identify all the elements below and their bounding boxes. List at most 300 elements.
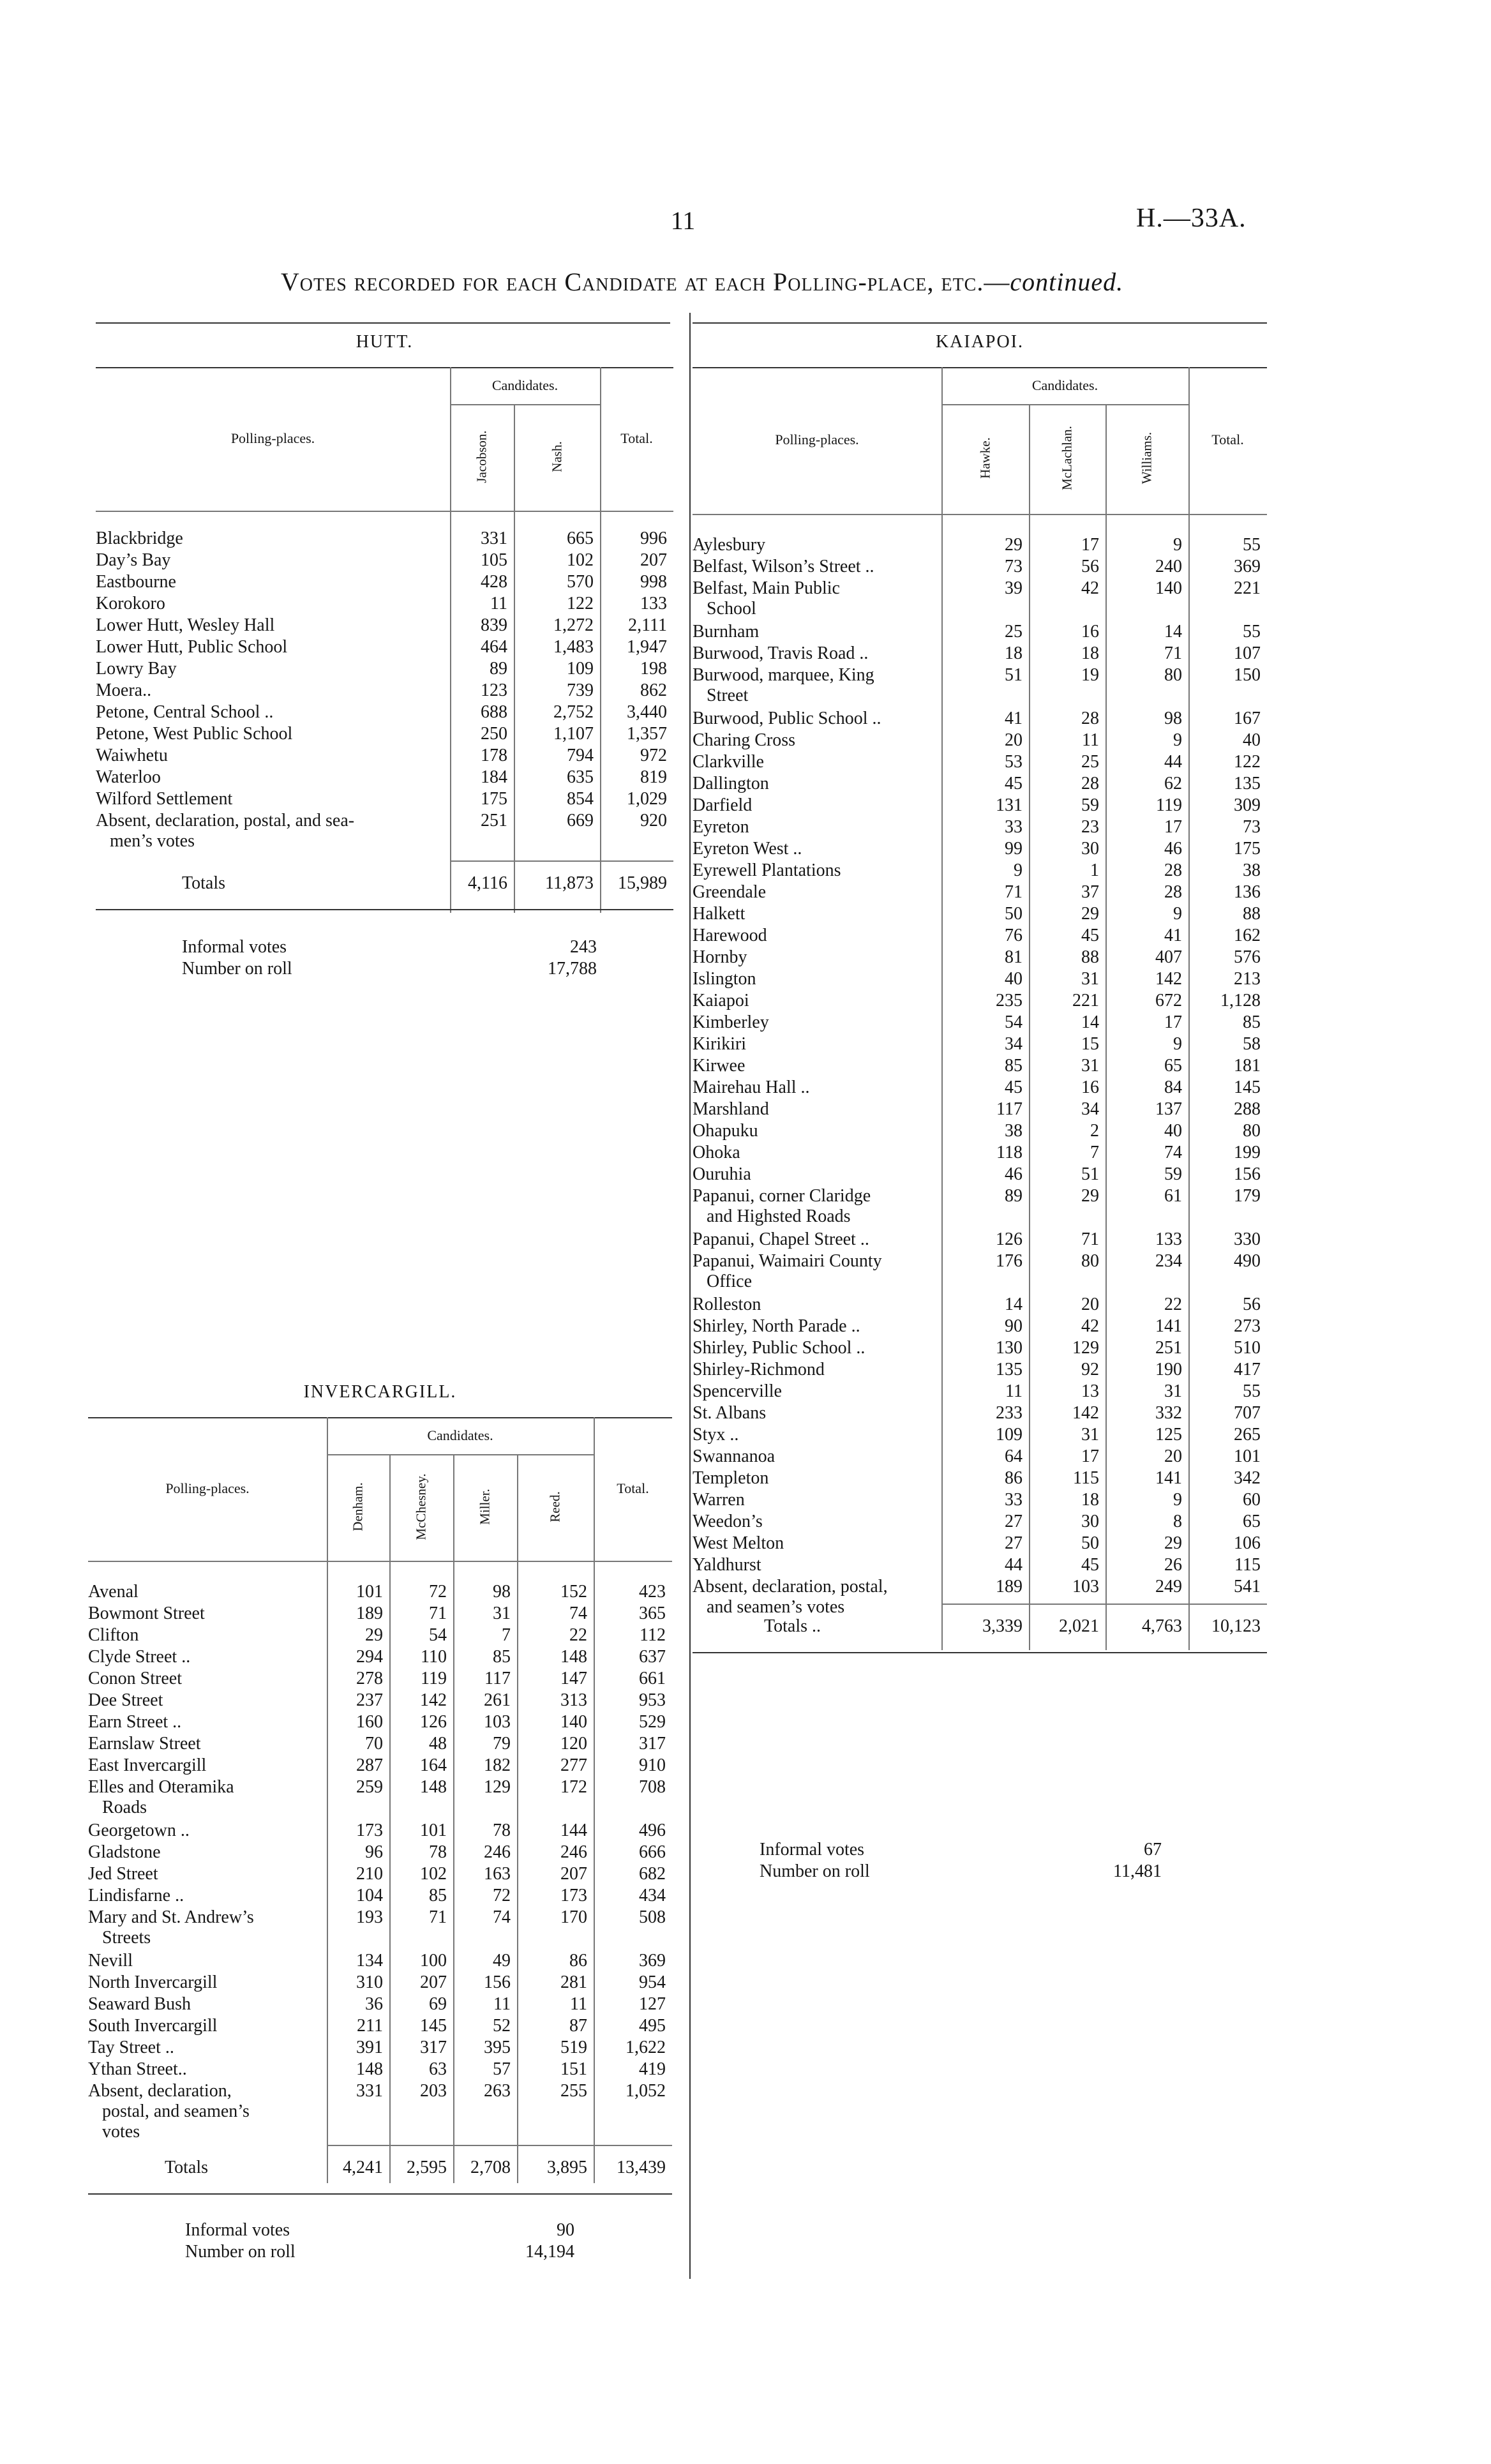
kaiapoi-total-value: 175 [1234,839,1261,859]
hutt-total-value: 3,440 [627,702,667,722]
kaiapoi-informal-label: Informal votes [760,1840,865,1859]
invercargill-total-value: 317 [639,1734,666,1754]
kaiapoi-vote-value: 37 [1081,882,1099,902]
kaiapoi-place-name: Kaiapoi [693,991,749,1010]
kaiapoi-place-name: Mairehau Hall .. [693,1078,810,1097]
kaiapoi-vote-value: 109 [996,1425,1023,1445]
invercargill-vote-value: 246 [560,1842,587,1862]
invercargill-row [88,1669,672,1690]
kaiapoi-vote-value: 15 [1081,1034,1099,1054]
kaiapoi-place-name: Burwood, marquee, King [693,665,874,685]
kaiapoi-candidate-name: McLachlan. [1059,426,1075,490]
invercargill-vote-value: 207 [420,1972,447,1992]
kaiapoi-vote-value: 240 [1155,557,1182,576]
page-number: 11 [670,206,696,235]
kaiapoi-vote-value: 59 [1081,795,1099,815]
kaiapoi-total-value: 288 [1234,1099,1261,1119]
kaiapoi-vote-value: 31 [1164,1381,1182,1401]
kaiapoi-vote-value: 54 [1005,1012,1023,1032]
invercargill-informal-value: 90 [557,2220,574,2240]
hutt-place-name: Blackbridge [96,529,183,548]
invercargill-rule-below-totals [88,2193,672,2195]
kaiapoi-total-value: 342 [1234,1468,1261,1488]
kaiapoi-row [693,1316,1267,1338]
invercargill-place-name: Seaward Bush [88,1994,191,2014]
kaiapoi-vote-value: 23 [1081,817,1099,837]
kaiapoi-vote-value: 29 [1164,1533,1182,1553]
kaiapoi-vote-value: 41 [1164,926,1182,945]
hutt-total-value: 998 [640,572,667,592]
invercargill-totals-value: 4,241 [343,2158,383,2177]
kaiapoi-total-value: 541 [1234,1577,1261,1596]
kaiapoi-total-value: 309 [1234,795,1261,815]
invercargill-total-value: 508 [639,1907,666,1927]
hutt-vote-value: 89 [490,659,507,679]
hutt-polling-header: Polling-places. [230,430,315,446]
hutt-candidate-name: Jacobson. [474,430,490,483]
invercargill-vote-value: 129 [484,1777,511,1797]
kaiapoi-place-name: West Melton [693,1533,784,1553]
hutt-rule-under-header [96,511,673,512]
kaiapoi-totals-value: 4,763 [1142,1616,1182,1636]
invercargill-place-name-cont: Streets [102,1928,151,1948]
kaiapoi-vote-value: 28 [1164,882,1182,902]
hutt-vote-value: 669 [567,811,594,830]
kaiapoi-place-name: Styx .. [693,1425,739,1445]
invercargill-row [88,1604,672,1625]
invercargill-vote-value: 79 [493,1734,511,1754]
hutt-vote-value: 105 [481,550,507,570]
kaiapoi-total-value: 115 [1234,1555,1261,1575]
kaiapoi-place-name: Warren [693,1490,745,1510]
kaiapoi-vote-value: 18 [1081,1490,1099,1510]
kaiapoi-place-name: Templeton [693,1468,769,1488]
invercargill-vote-value: 71 [429,1604,447,1623]
kaiapoi-vote-value: 40 [1005,969,1023,989]
kaiapoi-row [693,1577,1267,1617]
kaiapoi-row [693,1468,1267,1490]
kaiapoi-vote-value: 62 [1164,774,1182,793]
kaiapoi-total-value: 106 [1234,1533,1261,1553]
invercargill-vote-value: 173 [560,1886,587,1905]
invercargill-row [88,1951,672,1972]
invercargill-grand-total: 13,439 [617,2158,666,2177]
invercargill-total-value: 369 [639,1951,666,1971]
invercargill-vote-value: 120 [560,1734,587,1754]
invercargill-candidate-name: Miller. [477,1488,493,1525]
kaiapoi-vote-value: 22 [1164,1295,1182,1314]
kaiapoi-candidate-name: Hawke. [977,437,993,479]
invercargill-place-name: Absent, declaration, [88,2081,232,2101]
invercargill-vote-value: 237 [356,1690,383,1710]
invercargill-totals-row [88,2158,672,2179]
kaiapoi-vote-value: 133 [1155,1229,1182,1249]
kaiapoi-total-value: 330 [1234,1229,1261,1249]
kaiapoi-vote-value: 44 [1164,752,1182,772]
hutt-vote-value: 794 [567,746,594,765]
hutt-vote-value: 175 [481,789,507,809]
invercargill-rule-above-totals [327,2145,672,2146]
kaiapoi-row [693,752,1267,774]
invercargill-total-value: 495 [639,2016,666,2036]
invercargill-place-name: Bowmont Street [88,1604,205,1623]
kaiapoi-vote-value: 29 [1081,1186,1099,1206]
kaiapoi-place-name: Weedon’s [693,1512,763,1531]
kaiapoi-total-value: 73 [1243,817,1261,837]
kaiapoi-vote-value: 16 [1081,622,1099,642]
invercargill-vote-value: 140 [560,1712,587,1732]
invercargill-candidate-name: Reed. [547,1491,563,1522]
kaiapoi-total-value: 1,128 [1220,991,1261,1010]
kaiapoi-total-value: 213 [1234,969,1261,989]
invercargill-vote-value: 156 [484,1972,511,1992]
hutt-total-value: 1,357 [627,724,667,744]
invercargill-vote-value: 172 [560,1777,587,1797]
kaiapoi-vote-value: 9 [1173,1490,1182,1510]
kaiapoi-total-value: 40 [1243,730,1261,750]
kaiapoi-vote-value: 14 [1164,622,1182,642]
kaiapoi-place-name: Rolleston [693,1295,761,1314]
invercargill-place-name: North Invercargill [88,1972,218,1992]
invercargill-vote-value: 395 [484,2038,511,2057]
kaiapoi-place-name: Ohoka [693,1143,740,1162]
kaiapoi-total-value: 136 [1234,882,1261,902]
kaiapoi-vote-value: 73 [1005,557,1023,576]
kaiapoi-vote-value: 80 [1081,1251,1099,1271]
invercargill-vote-value: 117 [484,1669,511,1688]
invercargill-row [88,2081,672,2142]
invercargill-place-name: Earnslaw Street [88,1734,201,1754]
hutt-total-value: 207 [640,550,667,570]
kaiapoi-place-name: Spencerville [693,1381,782,1401]
kaiapoi-row [693,969,1267,991]
invercargill-vote-value: 134 [356,1951,383,1971]
kaiapoi-total-value: 273 [1234,1316,1261,1336]
kaiapoi-vote-value: 90 [1005,1316,1023,1336]
hutt-row [96,550,673,572]
kaiapoi-vote-value: 99 [1005,839,1023,859]
kaiapoi-vote-value: 17 [1081,535,1099,555]
kaiapoi-total-value: 417 [1234,1360,1261,1379]
invercargill-vote-value: 87 [569,2016,587,2036]
kaiapoi-total-value: 369 [1234,557,1261,576]
kaiapoi-title: KAIAPOI. [935,332,1024,352]
kaiapoi-vote-value: 27 [1005,1512,1023,1531]
kaiapoi-place-name: Burwood, Travis Road .. [693,643,869,663]
kaiapoi-row [693,1229,1267,1251]
hutt-vote-value: 688 [481,702,507,722]
kaiapoi-roll-label: Number on roll [760,1861,870,1881]
kaiapoi-vote-value: 34 [1005,1034,1023,1054]
invercargill-row [88,1842,672,1864]
kaiapoi-vote-value: 126 [996,1229,1023,1249]
kaiapoi-vote-value: 125 [1155,1425,1182,1445]
kaiapoi-row [693,535,1267,557]
hutt-place-name: Petone, West Public School [96,724,293,744]
hutt-place-name: Waiwhetu [96,746,168,765]
invercargill-total-value: 496 [639,1821,666,1840]
invercargill-vote-value: 259 [356,1777,383,1797]
invercargill-vote-value: 119 [421,1669,447,1688]
kaiapoi-place-name: Darfield [693,795,753,815]
kaiapoi-vote-value: 115 [1073,1468,1099,1488]
invercargill-place-name-cont2: votes [102,2122,140,2142]
kaiapoi-total-value: 107 [1234,643,1261,663]
invercargill-vote-value: 78 [429,1842,447,1862]
invercargill-vote-value: 193 [356,1907,383,1927]
hutt-vote-value: 123 [481,680,507,700]
hutt-rule-under-title [96,367,673,368]
kaiapoi-row [693,1446,1267,1468]
kaiapoi-vote-value: 13 [1081,1381,1099,1401]
kaiapoi-vote-value: 61 [1164,1186,1182,1206]
kaiapoi-vote-value: 1 [1090,860,1099,880]
kaiapoi-place-name: Shirley, North Parade .. [693,1316,860,1336]
invercargill-row [88,1734,672,1755]
kaiapoi-vote-value: 40 [1164,1121,1182,1141]
kaiapoi-place-name: Papanui, Chapel Street .. [693,1229,869,1249]
invercargill-candidates-header: Candidates. [427,1427,493,1443]
kaiapoi-vote-value: 235 [996,991,1023,1010]
kaiapoi-vote-value: 84 [1164,1078,1182,1097]
hutt-row [96,680,673,702]
kaiapoi-place-name: Eyreton West .. [693,839,802,859]
kaiapoi-vote-value: 130 [996,1338,1023,1358]
kaiapoi-total-value: 122 [1234,752,1261,772]
kaiapoi-vote-value: 407 [1155,947,1182,967]
kaiapoi-row [693,1360,1267,1381]
kaiapoi-row [693,839,1267,860]
hutt-vote-value: 739 [567,680,594,700]
kaiapoi-vote-value: 45 [1081,1555,1099,1575]
invercargill-vote-value: 31 [493,1604,511,1623]
hutt-roll-label: Number on roll [182,959,292,979]
kaiapoi-vote-value: 234 [1155,1251,1182,1271]
kaiapoi-informal-value: 67 [1144,1840,1162,1859]
invercargill-vote-value: 126 [420,1712,447,1732]
invercargill-vote-value: 210 [356,1864,383,1884]
hutt-grand-total: 15,989 [618,873,667,893]
kaiapoi-total-value: 38 [1243,860,1261,880]
kaiapoi-vote-value: 17 [1081,1446,1099,1466]
kaiapoi-place-name: Burwood, Public School .. [693,709,881,728]
kaiapoi-row [693,795,1267,817]
hutt-vote-value: 2,752 [553,702,594,722]
kaiapoi-vote-value: 85 [1005,1056,1023,1076]
invercargill-row [88,1994,672,2016]
kaiapoi-rule-under-header [693,514,1267,515]
kaiapoi-row [693,1512,1267,1533]
kaiapoi-rule-candidates [941,404,1188,405]
invercargill-vote-value: 144 [560,1821,587,1840]
invercargill-vote-value: 310 [356,1972,383,1992]
hutt-vote-value: 178 [481,746,507,765]
invercargill-place-name: South Invercargill [88,2016,218,2036]
kaiapoi-total-value: 199 [1234,1143,1261,1162]
invercargill-total-value: 661 [639,1669,666,1688]
kaiapoi-vote-value: 135 [996,1360,1023,1379]
hutt-vote-value: 1,272 [553,615,594,635]
kaiapoi-place-name: Papanui, corner Claridge [693,1186,871,1206]
kaiapoi-vote-value: 74 [1164,1143,1182,1162]
kaiapoi-vote-value: 119 [1156,795,1182,815]
invercargill-vote-value: 313 [560,1690,587,1710]
invercargill-place-name: East Invercargill [88,1755,207,1775]
kaiapoi-total-value: 179 [1234,1186,1261,1206]
hutt-row [96,594,673,615]
kaiapoi-place-name: Clarkville [693,752,764,772]
kaiapoi-place-name: Shirley-Richmond [693,1360,825,1379]
invercargill-vote-value: 54 [429,1625,447,1645]
kaiapoi-vote-value: 71 [1005,882,1023,902]
hutt-row [96,789,673,811]
kaiapoi-vote-value: 46 [1005,1164,1023,1184]
kaiapoi-place-name: Burnham [693,622,760,642]
hutt-vote-value: 570 [567,572,594,592]
invercargill-informal-label: Informal votes [185,2220,290,2240]
hutt-place-name: Lower Hutt, Public School [96,637,288,657]
hutt-place-name: Lower Hutt, Wesley Hall [96,615,275,635]
rule-top-left [96,322,670,324]
hutt-vote-value: 331 [481,529,507,548]
hutt-place-name: Wilford Settlement [96,789,233,809]
kaiapoi-vote-value: 45 [1005,1078,1023,1097]
invercargill-vote-value: 78 [493,1821,511,1840]
kaiapoi-total-value: 576 [1234,947,1261,967]
kaiapoi-total-value: 85 [1243,1012,1261,1032]
invercargill-vote-value: 246 [484,1842,511,1862]
invercargill-place-name: Earn Street .. [88,1712,182,1732]
invercargill-vote-value: 519 [560,2038,587,2057]
hutt-candidate-name: Nash. [549,440,564,472]
kaiapoi-vote-value: 103 [1072,1577,1099,1596]
kaiapoi-vote-value: 33 [1005,817,1023,837]
hutt-vote-value: 635 [567,767,594,787]
invercargill-vote-value: 7 [502,1625,511,1645]
kaiapoi-vote-value: 71 [1081,1229,1099,1249]
invercargill-row [88,1582,672,1604]
kaiapoi-vote-value: 176 [996,1251,1023,1271]
kaiapoi-totals-value: 2,021 [1059,1616,1099,1636]
invercargill-vote-value: 170 [560,1907,587,1927]
kaiapoi-vote-value: 25 [1005,622,1023,642]
kaiapoi-vote-value: 38 [1005,1121,1023,1141]
invercargill-vote-value: 160 [356,1712,383,1732]
kaiapoi-vote-value: 672 [1155,991,1182,1010]
invercargill-vote-value: 287 [356,1755,383,1775]
invercargill-vote-value: 98 [493,1582,511,1602]
kaiapoi-total-value: 65 [1243,1512,1261,1531]
kaiapoi-vote-value: 9 [1014,860,1023,880]
kaiapoi-row [693,622,1267,643]
invercargill-total-value: 910 [639,1755,666,1775]
kaiapoi-place-name: Charing Cross [693,730,795,750]
invercargill-row [88,1777,672,1817]
hutt-vote-value: 665 [567,529,594,548]
rule-top-right [693,322,1267,324]
invercargill-vote-value: 173 [356,1821,383,1840]
hutt-total-value: 920 [640,811,667,830]
kaiapoi-place-name: Ouruhia [693,1164,751,1184]
kaiapoi-vote-value: 9 [1173,535,1182,555]
kaiapoi-vote-value: 80 [1164,665,1182,685]
kaiapoi-place-name: Islington [693,969,756,989]
hutt-vote-value: 854 [567,789,594,809]
kaiapoi-total-value: 707 [1234,1403,1261,1423]
kaiapoi-row [693,1533,1267,1555]
invercargill-place-name: Georgetown .. [88,1821,190,1840]
invercargill-vote-value: 36 [365,1994,383,2014]
kaiapoi-vote-value: 30 [1081,839,1099,859]
kaiapoi-grand-total: 10,123 [1211,1616,1261,1636]
invercargill-totals-value: 2,708 [470,2158,511,2177]
kaiapoi-total-value: 510 [1234,1338,1261,1358]
invercargill-vote-value: 211 [357,2016,383,2036]
kaiapoi-row [693,665,1267,705]
hutt-total-value: 862 [640,680,667,700]
invercargill-vote-value: 104 [356,1886,383,1905]
kaiapoi-place-name: Kirikiri [693,1034,746,1054]
kaiapoi-vote-value: 221 [1072,991,1099,1010]
invercargill-vote-value: 22 [569,1625,587,1645]
kaiapoi-place-name-cont: and Highsted Roads [707,1206,851,1226]
invercargill-vote-value: 207 [560,1864,587,1884]
invercargill-row [88,1821,672,1842]
kaiapoi-vote-value: 19 [1081,665,1099,685]
invercargill-place-name: Avenal [88,1582,139,1602]
kaiapoi-vote-value: 65 [1164,1056,1182,1076]
kaiapoi-candidates-header: Candidates. [1031,377,1098,393]
invercargill-total-value: 954 [639,1972,666,1992]
invercargill-place-name: Lindisfarne .. [88,1886,184,1905]
kaiapoi-vote-value: 26 [1164,1555,1182,1575]
kaiapoi-place-name-cont: Street [707,686,749,705]
invercargill-row [88,1755,672,1777]
kaiapoi-row [693,557,1267,578]
invercargill-row [88,1886,672,1907]
kaiapoi-vote-value: 31 [1081,1425,1099,1445]
hutt-rule-candidates [450,404,600,405]
kaiapoi-place-name: Yaldhurst [693,1555,761,1575]
hutt-vote-value: 109 [567,659,594,679]
hutt-place-name: Waterloo [96,767,161,787]
hutt-totals-value: 11,873 [545,873,594,893]
hutt-row [96,746,673,767]
kaiapoi-place-name: Eyrewell Plantations [693,860,841,880]
kaiapoi-place-name-cont: and seamen’s votes [707,1597,845,1617]
kaiapoi-vote-value: 45 [1081,926,1099,945]
kaiapoi-row [693,947,1267,969]
kaiapoi-vote-value: 11 [1005,1381,1023,1401]
invercargill-place-name: Dee Street [88,1690,163,1710]
hutt-total-value: 996 [640,529,667,548]
kaiapoi-row [693,1034,1267,1056]
invercargill-totals-value: 3,895 [547,2158,587,2177]
hutt-row [96,572,673,594]
invercargill-vote-value: 148 [560,1647,587,1667]
invercargill-vote-value: 277 [560,1755,587,1775]
hutt-place-name: Lowry Bay [96,659,177,679]
invercargill-vote-value: 72 [429,1582,447,1602]
hutt-row [96,529,673,550]
kaiapoi-row [693,1078,1267,1099]
hutt-vote-value: 184 [481,767,507,787]
kaiapoi-row [693,1403,1267,1425]
kaiapoi-vote-value: 39 [1005,578,1023,598]
document-reference: H.—33A. [1136,204,1247,233]
hutt-place-name: Eastbourne [96,572,176,592]
kaiapoi-place-name: Dallington [693,774,769,793]
